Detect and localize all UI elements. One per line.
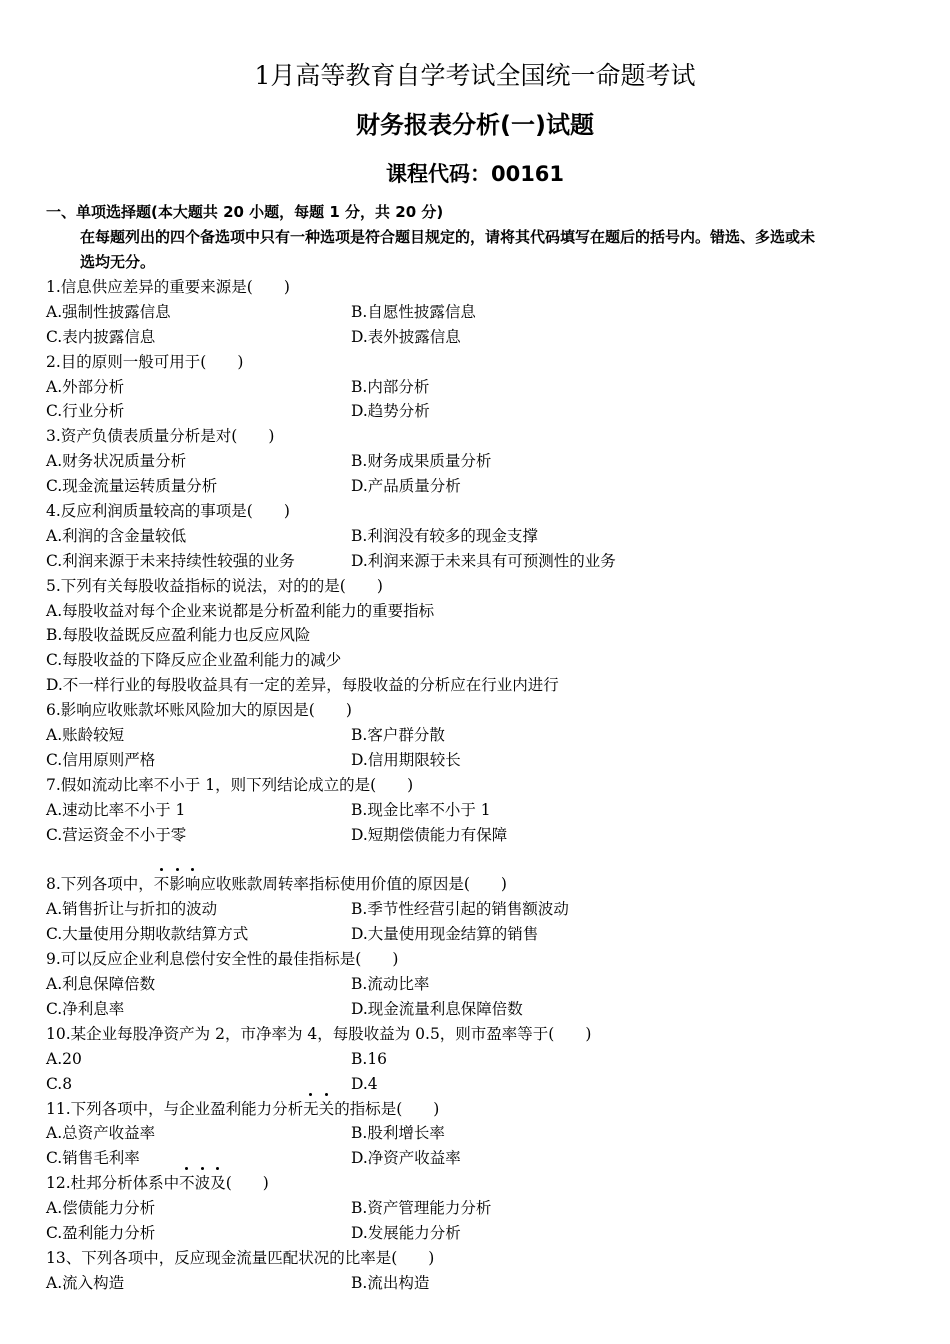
question-1-options-ab: [46, 300, 916, 325]
option-a: A.利润的含金量较低: [46, 526, 187, 545]
section-instruction: [80, 225, 910, 275]
option-b: B.资产管理能力分析: [351, 1199, 492, 1218]
emphasis-char: 响: [185, 875, 201, 893]
emphasis-char: 不: [154, 875, 170, 893]
option-c: C.每股收益的下降反应企业盈利能力的减少: [46, 651, 342, 670]
question-4-options-ab: [46, 524, 916, 549]
question-11-stem: [46, 1097, 916, 1122]
option-b: B.流动比率: [351, 975, 430, 994]
question-10-stem: 10.某企业每股净资产为 2，市净率为 4，每股收益为 0.5，则市盈率等于( ): [46, 1024, 592, 1043]
option-b: B.股利增长率: [351, 1124, 445, 1143]
stem-text: 11.下列各项中，与企业盈利能力分析: [46, 1099, 304, 1118]
question-10-options-cd: [46, 1072, 916, 1097]
option-c: C.销售毛利率: [46, 1149, 140, 1168]
question-2-options-ab: [46, 375, 916, 400]
question-2-options-cd: [46, 399, 916, 424]
option-d: D.表外披露信息: [351, 327, 461, 346]
course-code: 课程代码：00161: [385, 162, 565, 186]
emphasis-char: 不: [179, 1174, 195, 1192]
question-1-options-cd: [46, 325, 916, 350]
instruction-line-1: 在每题列出的四个备选项中只有一种选项是符合题目规定的，请将其代码填写在题后的括号内。错选、多选或未: [80, 228, 816, 246]
exam-title: 1月高等教育自学考试全国统一命题考试: [254, 61, 696, 90]
option-a: A.流入构造: [46, 1273, 125, 1292]
exam-subtitle: 财务报表分析(一)试题: [356, 111, 594, 139]
emphasis-dot: [325, 1093, 328, 1096]
emphasis-char: 关: [319, 1100, 335, 1118]
option-b: B.利润没有较多的现金支撑: [351, 526, 538, 545]
option-a: A.每股收益对每个企业来说都是分析盈利能力的重要指标: [46, 601, 435, 620]
question-8-options-ab: [46, 897, 916, 922]
option-a: A.销售折让与折扣的波动: [46, 900, 218, 919]
option-d: D.不一样行业的每股收益具有一定的差异，每股收益的分析应在行业内进行: [46, 676, 559, 695]
option-a: A.利息保障倍数: [46, 975, 156, 994]
option-c: C.盈利能力分析: [46, 1223, 156, 1242]
option-d: D.现金流量利息保障倍数: [351, 999, 523, 1018]
stem-text: ( ): [225, 1174, 269, 1193]
option-a: A.财务状况质量分析: [46, 452, 187, 471]
emphasis-char: 影: [169, 875, 185, 893]
question-6-options-cd: [46, 748, 916, 773]
option-d: D.发展能力分析: [351, 1223, 461, 1242]
section-heading: 一、单项选择题(本大题共 20 小题，每题 1 分，共 20 分): [46, 203, 444, 221]
stem-text: 应收账款周转率指标使用价值的原因是( ): [200, 875, 507, 894]
option-c: C.行业分析: [46, 402, 125, 421]
question-12-options-cd: [46, 1221, 916, 1246]
question-8-stem: [46, 872, 916, 897]
option-a: A.速动比率不小于 1: [46, 800, 186, 819]
emphasized-text: [179, 1174, 226, 1192]
option-b: B.16: [351, 1049, 388, 1068]
question-11-options-ab: [46, 1121, 916, 1146]
question-9-options-ab: [46, 972, 916, 997]
stem-text: 12.杜邦分析体系中: [46, 1174, 180, 1193]
option-b: B.财务成果质量分析: [351, 452, 492, 471]
option-c: C.利润来源于未来持续性较强的业务: [46, 551, 295, 570]
question-5-stem: 5.下列有关每股收益指标的说法，对的的是( ): [46, 576, 383, 595]
option-a: A.强制性披露信息: [46, 302, 171, 321]
option-c: C.营运资金不小于零: [46, 825, 187, 844]
question-11-options-cd: [46, 1146, 916, 1171]
question-2-stem: 2.目的原则一般可用于( ): [46, 352, 244, 371]
question-12-stem: [46, 1171, 916, 1196]
option-b: B.每股收益既反应盈利能力也反应风险: [46, 626, 311, 645]
question-10-options-ab: [46, 1047, 916, 1072]
question-7-stem: 7.假如流动比率不小于 1，则下列结论成立的是( ): [46, 775, 414, 794]
option-a: A.20: [46, 1049, 82, 1068]
emphasis-char: 波: [195, 1174, 211, 1192]
question-3-options-ab: [46, 449, 916, 474]
option-b: B.客户群分散: [351, 726, 445, 745]
option-b: B.季节性经营引起的销售额波动: [351, 900, 569, 919]
question-3-options-cd: [46, 474, 916, 499]
question-4-options-cd: [46, 549, 916, 574]
emphasis-char: 及: [210, 1174, 226, 1192]
option-d: D.信用期限较长: [351, 750, 461, 769]
option-d: D.4: [351, 1074, 378, 1093]
question-13-stem: 13、下列各项中，反应现金流量匹配状况的比率是( ): [46, 1248, 435, 1267]
option-d: D.利润来源于未来具有可预测性的业务: [351, 551, 616, 570]
question-9-options-cd: [46, 997, 916, 1022]
question-8-options-cd: [46, 922, 916, 947]
question-6-options-ab: [46, 723, 916, 748]
option-c: C.信用原则严格: [46, 750, 156, 769]
question-4-stem: 4.反应利润质量较高的事项是( ): [46, 502, 290, 521]
stem-text: 8.下列各项中，: [46, 875, 154, 894]
question-6-stem: 6.影响应收账款坏账风险加大的原因是( ): [46, 701, 352, 720]
option-b: B.自愿性披露信息: [351, 302, 476, 321]
emphasis-char: 无: [303, 1100, 319, 1118]
option-a: A.账龄较短: [46, 726, 125, 745]
option-b: B.流出构造: [351, 1273, 430, 1292]
option-c: C.表内披露信息: [46, 327, 156, 346]
question-list: [46, 275, 916, 1296]
question-3-stem: 3.资产负债表质量分析是对( ): [46, 427, 275, 446]
stem-text: 的指标是( ): [334, 1099, 440, 1118]
option-d: D.产品质量分析: [351, 477, 461, 496]
option-b: B.内部分析: [351, 377, 430, 396]
question-7-options-cd: [46, 823, 916, 848]
question-7-options-ab: [46, 798, 916, 823]
option-a: A.总资产收益率: [46, 1124, 156, 1143]
option-c: C.8: [46, 1074, 73, 1093]
emphasized-text: [154, 875, 201, 893]
option-d: D.大量使用现金结算的销售: [351, 925, 539, 944]
question-12-options-ab: [46, 1196, 916, 1221]
option-a: A.偿债能力分析: [46, 1199, 156, 1218]
option-a: A.外部分析: [46, 377, 125, 396]
question-13-options-ab: [46, 1271, 916, 1296]
question-1-stem: 1.信息供应差异的重要来源是( ): [46, 278, 290, 296]
instruction-line-2: 选均无分。: [80, 253, 156, 271]
option-d: D.短期偿债能力有保障: [351, 825, 508, 844]
emphasized-text: [303, 1100, 334, 1118]
option-d: D.净资产收益率: [351, 1149, 461, 1168]
option-d: D.趋势分析: [351, 402, 430, 421]
option-c: C.净利息率: [46, 999, 125, 1018]
option-b: B.现金比率不小于 1: [351, 800, 491, 819]
question-9-stem: 9.可以反应企业利息偿付安全性的最佳指标是( ): [46, 950, 399, 969]
option-c: C.大量使用分期收款结算方式: [46, 925, 249, 944]
option-c: C.现金流量运转质量分析: [46, 477, 218, 496]
